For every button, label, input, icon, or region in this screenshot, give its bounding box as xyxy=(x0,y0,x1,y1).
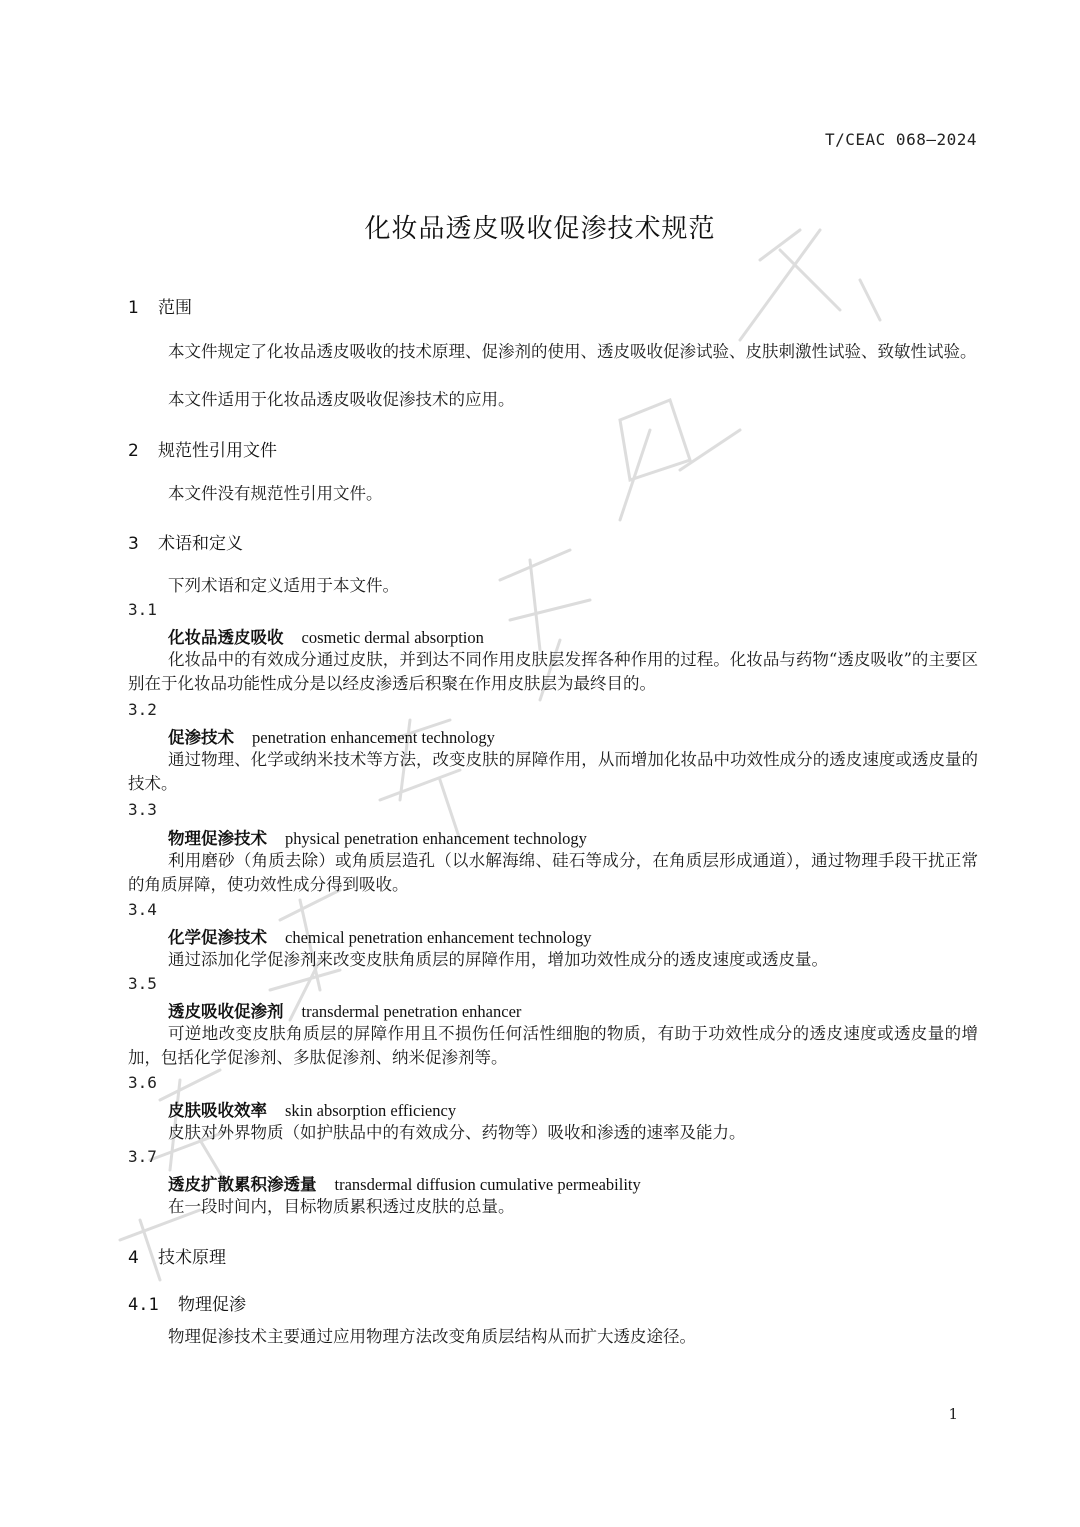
term-definition: 通过添加化学促渗剂来改变皮肤角质层的屏障作用，增加功效性成分的透皮速度或透皮量。 xyxy=(168,950,828,969)
term-zh: 透皮扩散累积渗透量 xyxy=(168,1175,317,1194)
term-definition: 在一段时间内，目标物质累积透过皮肤的总量。 xyxy=(168,1197,515,1216)
section-1-heading xyxy=(128,293,192,318)
term-definition: 化妆品中的有效成分通过皮肤，并到达不同作用皮肤层发挥各种作用的过程。化妆品与药物“透皮吸收”的主要区别在于化妆品功能性成分是以经皮渗透后积聚在作用皮肤层为最终目的。 xyxy=(128,650,978,693)
term-en: skin absorption efficiency xyxy=(285,1101,457,1120)
term-en: transdermal penetration enhancer xyxy=(301,1002,522,1021)
page-number: 1 xyxy=(948,1405,958,1423)
section-2-heading xyxy=(128,436,277,461)
subsection-title: 物理促渗 xyxy=(178,1295,246,1315)
term-heading xyxy=(168,924,592,948)
term-zh: 透皮吸收促渗剂 xyxy=(168,1002,284,1021)
term-number: 3.1 xyxy=(128,600,157,619)
term-en: transdermal diffusion cumulative permeability xyxy=(334,1175,641,1194)
section-number: 1 xyxy=(128,298,139,318)
section-title: 范围 xyxy=(158,298,192,318)
section-1-paragraph-1: 本文件规定了化妆品透皮吸收的技术原理、促渗剂的使用、透皮吸收促渗试验、皮肤刺激性试验、致敏性试验。 xyxy=(168,342,977,361)
section-4-heading xyxy=(128,1243,226,1268)
term-en: penetration enhancement technology xyxy=(252,728,495,747)
term-heading xyxy=(168,1097,456,1121)
term-number: 3.2 xyxy=(128,700,157,719)
section-number: 3 xyxy=(128,534,139,554)
section-title: 术语和定义 xyxy=(158,534,243,554)
section-number: 2 xyxy=(128,441,139,461)
term-number: 3.6 xyxy=(128,1073,157,1092)
section-title: 技术原理 xyxy=(158,1248,226,1268)
term-definition: 通过物理、化学或纳米技术等方法，改变皮肤的屏障作用，从而增加化妆品中功效性成分的透皮速度或透皮量的技术。 xyxy=(128,750,978,793)
term-heading xyxy=(168,998,521,1022)
section-1-paragraph-2: 本文件适用于化妆品透皮吸收促渗技术的应用。 xyxy=(168,390,515,409)
section-2-paragraph-1: 本文件没有规范性引用文件。 xyxy=(168,484,383,503)
term-zh: 促渗技术 xyxy=(168,728,234,747)
term-en: physical penetration enhancement technology xyxy=(285,829,587,848)
term-number: 3.3 xyxy=(128,800,157,819)
document-code: T/CEAC 068—2024 xyxy=(825,130,977,149)
term-heading xyxy=(168,724,495,748)
term-zh: 物理促渗技术 xyxy=(168,829,267,848)
term-heading xyxy=(168,624,484,648)
term-heading xyxy=(168,1171,641,1195)
subsection-4-1-paragraph: 物理促渗技术主要通过应用物理方法改变角质层结构从而扩大透皮途径。 xyxy=(168,1327,696,1346)
term-heading xyxy=(168,825,587,849)
term-definition: 可逆地改变皮肤角质层的屏障作用且不损伤任何活性细胞的物质，有助于功效性成分的透皮速度或透皮量的增加，包括化学促渗剂、多肽促渗剂、纳米促渗剂等。 xyxy=(128,1024,978,1067)
term-zh: 化妆品透皮吸收 xyxy=(168,628,284,647)
subsection-number: 4.1 xyxy=(128,1295,159,1315)
term-en: cosmetic dermal absorption xyxy=(301,628,484,647)
term-number: 3.4 xyxy=(128,900,157,919)
section-3-paragraph-1: 下列术语和定义适用于本文件。 xyxy=(168,576,399,595)
section-number: 4 xyxy=(128,1248,139,1268)
document-title: 化妆品透皮吸收促渗技术规范 xyxy=(364,214,716,244)
section-3-heading xyxy=(128,529,243,554)
term-zh: 皮肤吸收效率 xyxy=(168,1101,267,1120)
subsection-4-1-heading xyxy=(128,1290,246,1315)
term-definition: 皮肤对外界物质（如护肤品中的有效成分、药物等）吸收和渗透的速率及能力。 xyxy=(168,1123,746,1142)
term-definition: 利用磨砂（角质去除）或角质层造孔（以水解海绵、硅石等成分，在角质层形成通道），通过物理手段干扰正常的角质屏障，使功效性成分得到吸收。 xyxy=(128,851,978,894)
term-number: 3.7 xyxy=(128,1147,157,1166)
term-number: 3.5 xyxy=(128,974,157,993)
term-en: chemical penetration enhancement technology xyxy=(285,928,592,947)
section-title: 规范性引用文件 xyxy=(158,441,277,461)
term-zh: 化学促渗技术 xyxy=(168,928,267,947)
